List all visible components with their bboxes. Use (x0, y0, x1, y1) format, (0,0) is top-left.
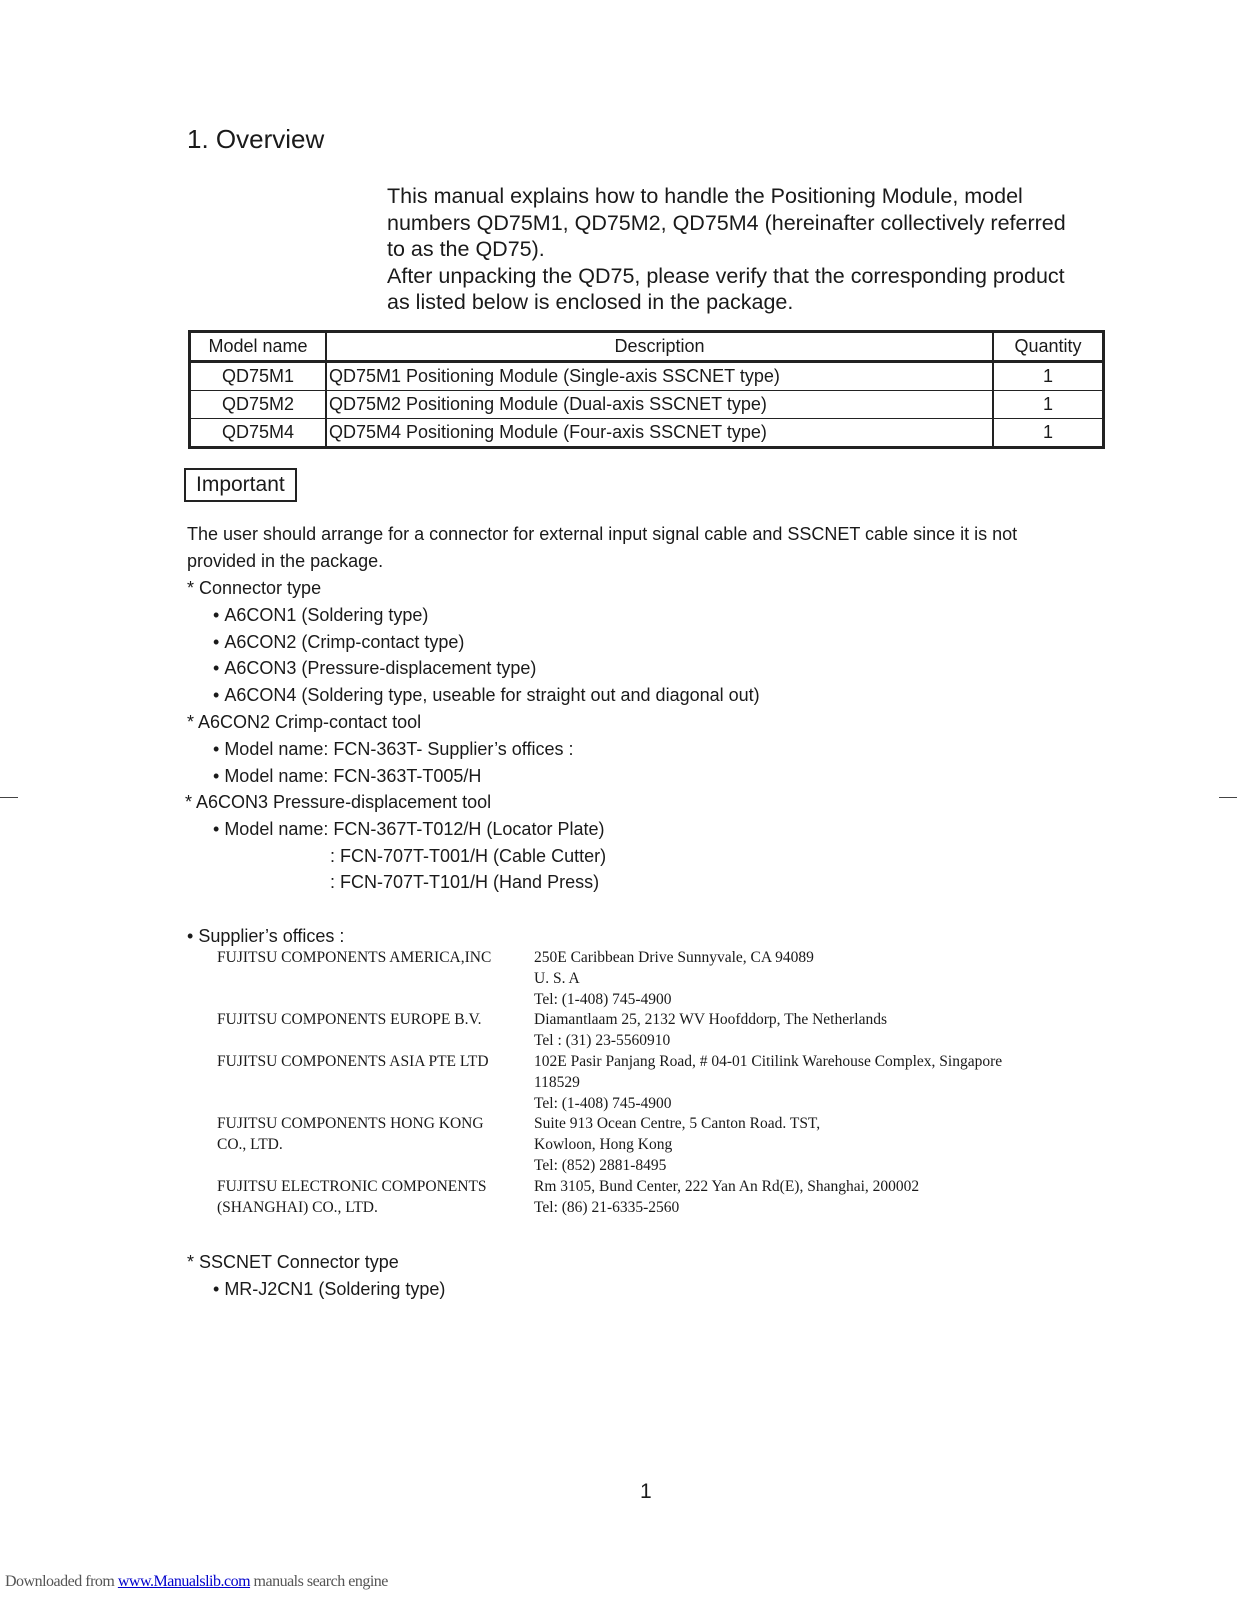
supplier-address: Tel: (1-408) 745-4900 (534, 990, 672, 1008)
supplier-name: FUJITSU ELECTRONIC COMPONENTS (217, 1177, 487, 1195)
quantity-cell: 1 (993, 419, 1104, 448)
description-cell: QD75M2 Positioning Module (Dual-axis SSCNET type) (326, 391, 993, 419)
crimp-tool-title: * A6CON2 Crimp-contact tool (187, 712, 422, 732)
supplier-address: Tel : (31) 23-5560910 (534, 1032, 671, 1050)
crop-mark-left (0, 797, 18, 798)
intro-line: to as the QD75). (387, 237, 545, 261)
suppliers-title: • Supplier’s offices : (187, 926, 344, 947)
supplier-row (217, 1177, 1002, 1198)
list-item-continuation: : FCN-707T-T001/H (Cable Cutter) (330, 846, 607, 866)
download-footer (5, 1573, 388, 1591)
intro-line: as listed below is enclosed in the package. (387, 290, 794, 314)
supplier-address: U. S. A (534, 969, 580, 987)
model-cell: QD75M1 (190, 362, 327, 391)
list-item: • Model name: FCN-367T-T012/H (Locator Plate) (213, 819, 604, 840)
description-cell: QD75M1 Positioning Module (Single-axis SSCNET type) (326, 362, 993, 391)
supplier-name (217, 1156, 534, 1177)
table-row (190, 419, 1104, 448)
intro-line: This manual explains how to handle the Positioning Module, model (387, 184, 1023, 208)
supplier-row (217, 1052, 1002, 1073)
list-item: • A6CON4 (Soldering type, useable for straight out and diagonal out) (213, 685, 760, 706)
supplier-address: Tel: (1-408) 745-4900 (534, 1094, 672, 1112)
description-cell: QD75M4 Positioning Module (Four-axis SSCNET type) (326, 419, 993, 448)
table-row (190, 362, 1104, 391)
supplier-name (217, 969, 534, 990)
supplier-row (217, 969, 1002, 990)
footer-prefix: Downloaded from (5, 1573, 118, 1590)
supplier-address: Tel: (86) 21-6335-2560 (534, 1198, 680, 1216)
list-item: • A6CON3 (Pressure-displacement type) (213, 658, 536, 679)
note-line: provided in the package. (187, 551, 384, 571)
supplier-name: (SHANGHAI) CO., LTD. (217, 1198, 378, 1216)
column-header-quantity: Quantity (993, 332, 1104, 362)
package-contents-table (188, 330, 1105, 449)
page-number: 1 (640, 1480, 652, 1503)
intro-line: After unpacking the QD75, please verify that the corresponding product (387, 263, 1065, 288)
supplier-row (217, 990, 1002, 1011)
sscnet-title: * SSCNET Connector type (187, 1252, 399, 1272)
quantity-cell: 1 (993, 391, 1104, 419)
supplier-name (217, 1073, 534, 1094)
connector-type-title: * Connector type (187, 578, 322, 598)
table-row (190, 391, 1104, 419)
list-item: • MR-J2CN1 (Soldering type) (213, 1279, 445, 1300)
important-label: Important (184, 468, 297, 502)
supplier-name (217, 1094, 534, 1115)
supplier-address: Tel: (852) 2881-8495 (534, 1156, 667, 1174)
supplier-address: 102E Pasir Panjang Road, # 04-01 Citilink Warehouse Complex, Singapore (534, 1052, 1003, 1070)
supplier-row (217, 1135, 1002, 1156)
supplier-name: FUJITSU COMPONENTS AMERICA,INC (217, 949, 492, 966)
list-item-continuation: : FCN-707T-T101/H (Hand Press) (330, 872, 600, 892)
supplier-name: CO., LTD. (217, 1136, 283, 1154)
table-header-row (190, 332, 1104, 362)
model-cell: QD75M4 (190, 419, 327, 448)
supplier-name: FUJITSU COMPONENTS HONG KONG (217, 1115, 484, 1133)
model-cell: QD75M2 (190, 391, 327, 419)
supplier-row (217, 1010, 1002, 1031)
crop-mark-right (1219, 797, 1237, 798)
supplier-address: 250E Caribbean Drive Sunnyvale, CA 94089 (534, 949, 814, 966)
supplier-name: FUJITSU COMPONENTS EUROPE B.V. (217, 1011, 482, 1029)
footer-suffix: manuals search engine (250, 1573, 388, 1590)
list-item: • Model name: FCN-363T-T005/H (213, 766, 481, 787)
list-item: • Model name: FCN-363T- Supplier’s offices : (213, 739, 573, 760)
supplier-address: Kowloon, Hong Kong (534, 1136, 673, 1154)
list-item: • A6CON2 (Crimp-contact type) (213, 632, 464, 653)
intro-paragraph (387, 183, 1107, 316)
supplier-row (217, 1094, 1002, 1115)
supplier-address: Diamantlaam 25, 2132 WV Hoofddorp, The Netherlands (534, 1011, 887, 1029)
supplier-name (217, 1031, 534, 1052)
quantity-cell: 1 (993, 362, 1104, 391)
note-line: The user should arrange for a connector for external input signal cable and SSCNET cable since it is not (187, 524, 1018, 544)
supplier-address: Rm 3105, Bund Center, 222 Yan An Rd(E), Shanghai, 200002 (534, 1177, 920, 1195)
supplier-row (217, 1031, 1002, 1052)
supplier-row (217, 1198, 1002, 1219)
supplier-name: FUJITSU COMPONENTS ASIA PTE LTD (217, 1052, 489, 1070)
supplier-row (217, 1073, 1002, 1094)
intro-line: numbers QD75M1, QD75M2, QD75M4 (hereinafter collectively referred (387, 210, 1066, 235)
list-item: • A6CON1 (Soldering type) (213, 605, 428, 626)
column-header-description: Description (326, 332, 993, 362)
supplier-address: 118529 (534, 1073, 580, 1091)
supplier-row (217, 1156, 1002, 1177)
supplier-name (217, 990, 534, 1011)
supplier-row (217, 1114, 1002, 1135)
supplier-offices-list (217, 948, 1002, 1218)
supplier-address: Suite 913 Ocean Centre, 5 Canton Road. TST, (534, 1115, 821, 1133)
supplier-row (217, 948, 1002, 969)
section-heading: 1. Overview (187, 124, 325, 154)
pressure-tool-title: * A6CON3 Pressure-displacement tool (185, 792, 492, 812)
column-header-model: Model name (190, 332, 327, 362)
manualslib-link[interactable]: www.Manualslib.com (117, 1573, 251, 1590)
